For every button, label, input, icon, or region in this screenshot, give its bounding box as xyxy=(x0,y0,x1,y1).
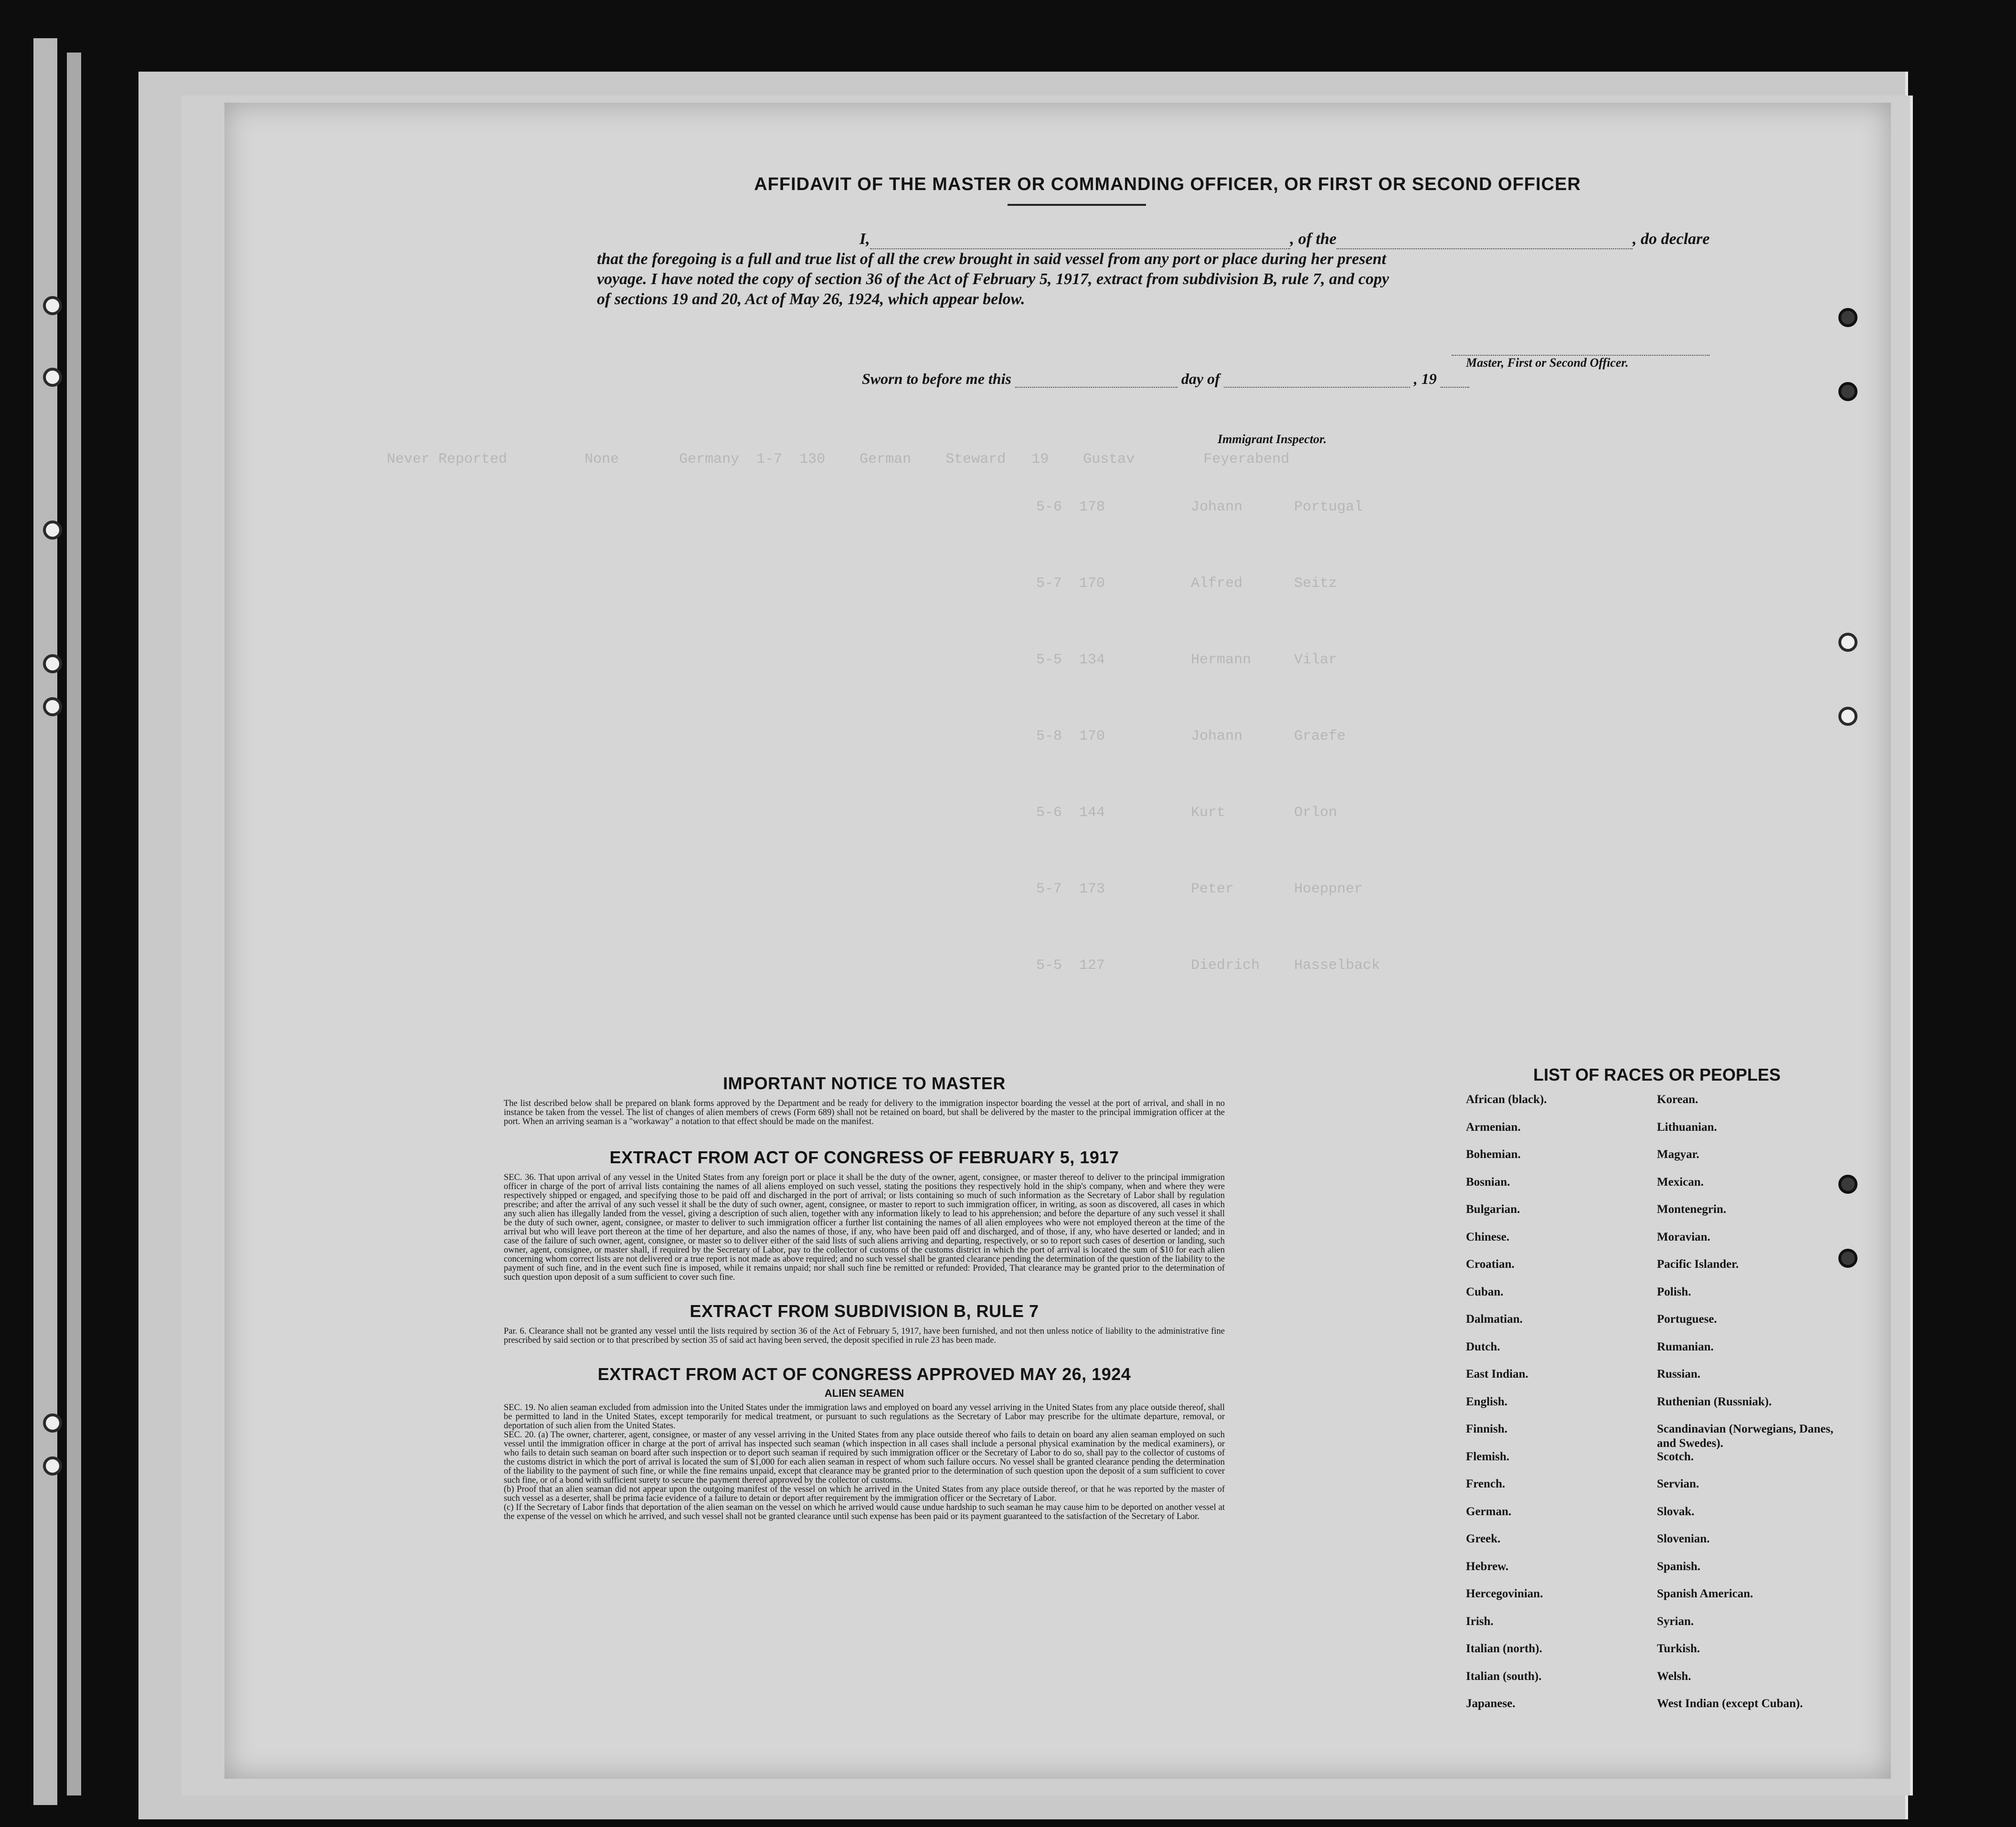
bleed-through-text: 5-6 178 Johann Portugal xyxy=(1036,499,1363,515)
extract-1917-text: SEC. 36. That upon arrival of any vessel in the United States from any foreign port or place it shall be the duty of the owner, agent, consignee, or master thereof to deliver to the principal immigration officer in charge of the port of arrival lists containing the names of all aliens employed on such vessel, stating the positions they respectively hold in the ship's company, when and where they were respectively shipped or engaged, and specifying those to be paid off and discharged in the port of arrival; or lists containing so much of such information as the Secretary of Labor shall by regulation prescribe; and after the arrival of any such vessel it shall be the duty of such owner, agent, consignee, or master to report to such immigration officer, in writing, as soon as discovered, all cases in which any such alien has illegally landed from the vessel, giving a description of such alien, together with any information likely to lead to his apprehension; and before the departure of any such vessel it shall be the duty of such owner, agent, consignee, or master to deliver to such immigration officer a further list containing the names of all alien employees who were not employed thereon at the time of the arrival but who will leave port thereon at the time of her departure, and also the names of those, if any, who have been paid off and discharged, and of those, if any, who have deserted or landed; and in case of the failure of such owner, agent, consignee, or master so to deliver either of the said lists of such aliens arriving and departing, respectively, or so to report such cases of desertion or landing, such owner, agent, consignee, or master shall, if required by the Secretary of Labor, pay to the collector of customs of the customs district in which the port of arrival is located the sum of $10 for each alien concerning whom correct lists are not delivered or a true report is not made as above required; and no such vessel shall be granted clearance pending the determination of the question of the liability to the payment of such fine, and in the event such fine is imposed, while it remains unpaid; nor shall such fine be remitted or refunded: Provided, That clearance may be granted prior to the determination of such question upon deposit of a sum sufficient to cover such fine. xyxy=(504,1173,1225,1282)
race-item: Chinese. xyxy=(1466,1230,1509,1243)
bleed-through-text: Never Reported None Germany 1-7 130 German Steward 19 Gustav Feyerabend xyxy=(387,451,1290,467)
race-item: Hercegovinian. xyxy=(1466,1587,1543,1600)
sworn-this: Sworn to before me this xyxy=(862,370,1011,387)
binder-hole xyxy=(1838,308,1857,327)
race-item: West Indian (except Cuban). xyxy=(1657,1697,1803,1710)
race-item: French. xyxy=(1466,1477,1506,1490)
binder-hole xyxy=(1838,707,1857,726)
affidavit-declare: , do declare xyxy=(1633,230,1710,248)
binder-hole xyxy=(1838,382,1857,401)
affidavit-line-2: that the foregoing is a full and true list of all the crew brought in said vessel from any port or place during her present xyxy=(597,250,1386,268)
race-item: Pacific Islander. xyxy=(1657,1258,1739,1271)
race-item: Dalmatian. xyxy=(1466,1313,1523,1326)
manifest-sheet xyxy=(224,103,1891,1779)
left-binding-strip-2 xyxy=(67,53,81,1795)
affidavit-line-4: of sections 19 and 20, Act of May 26, 1924, which appear below. xyxy=(597,290,1025,308)
race-item: Montenegrin. xyxy=(1657,1203,1727,1216)
name-blank xyxy=(870,235,1290,249)
race-item: Scandinavian (Norwegians, Danes, and Swedes). xyxy=(1657,1423,1834,1450)
race-item: Slovak. xyxy=(1657,1505,1695,1518)
race-item: Rumanian. xyxy=(1657,1340,1714,1353)
races-list xyxy=(1466,1065,1848,1724)
day-blank xyxy=(1015,373,1178,388)
race-item: German. xyxy=(1466,1505,1512,1518)
month-blank xyxy=(1224,373,1410,388)
binder-hole xyxy=(1838,1249,1857,1268)
notice-text: The list described below shall be prepared on blank forms approved by the Department and be ready for delivery to the immigration inspector boarding the vessel at the port of arrival, and shall in no instance be taken from the vessel. The list of changes of alien members of crews (Form 689) shall not be retained on board, but shall be delivered by the master to the principal immigration officer at the port. When an arriving seaman is a "workaway" a notation to that effect should be made on the manifest. xyxy=(504,1099,1225,1126)
binder-hole xyxy=(43,697,62,716)
race-item: Bohemian. xyxy=(1466,1148,1521,1161)
race-item: Finnish. xyxy=(1466,1423,1507,1435)
sec20c-text: (c) If the Secretary of Labor finds that deportation of the alien seaman on the vessel on which he arrived would cause undue hardship to such seaman he may cause him to be deported on another vessel at the expense of the vessel on which he arrived, and such vessel shall not be granted clearance until such expense has been paid or its payment guaranteed to the satisfaction of the Secretary of Labor. xyxy=(504,1503,1225,1521)
races-columns xyxy=(1466,1093,1848,1724)
race-item: Bulgarian. xyxy=(1466,1203,1520,1216)
vessel-blank xyxy=(1337,235,1633,249)
race-item: Spanish American. xyxy=(1657,1587,1753,1600)
year-blank xyxy=(1441,373,1469,388)
affidavit-line-3: voyage. I have noted the copy of section 36 of the Act of February 5, 1917, extract from subdivision B, rule 7, and copy xyxy=(597,270,1389,288)
title-underline xyxy=(1008,204,1146,206)
race-item: Dutch. xyxy=(1466,1340,1500,1353)
race-item: Bosnian. xyxy=(1466,1175,1510,1189)
rule7-text: Par. 6. Clearance shall not be granted any vessel until the lists required by section 36 of the Act of February 5, 1917, have been furnished, and not then unless notice of liability to the administrative fine prescribed by said section or to that prescribed by section 35 of said act having been served, the deposit specified in rule 23 has been made. xyxy=(504,1327,1225,1345)
affidavit-line-1 xyxy=(597,229,1762,249)
race-item: Welsh. xyxy=(1657,1669,1691,1683)
affidavit-of-the: , of the xyxy=(1290,230,1337,248)
race-item: Syrian. xyxy=(1657,1615,1694,1628)
race-item: Croatian. xyxy=(1466,1258,1515,1271)
races-right-column xyxy=(1657,1093,1848,1724)
bleed-through-text: 5-7 173 Peter Hoeppner xyxy=(1036,881,1363,897)
race-item: Armenian. xyxy=(1466,1120,1521,1134)
extract-1917-title: EXTRACT FROM ACT OF CONGRESS OF FEBRUARY 5, 1917 xyxy=(609,1147,1119,1167)
race-item: Japanese. xyxy=(1466,1697,1516,1710)
race-item: Russian. xyxy=(1657,1368,1701,1381)
race-item: Magyar. xyxy=(1657,1148,1699,1161)
bleed-through-text: 5-5 127 Diedrich Hasselback xyxy=(1036,957,1380,974)
notice-title: IMPORTANT NOTICE TO MASTER xyxy=(723,1073,1006,1093)
binder-hole xyxy=(43,1456,62,1476)
sworn-day-of: day of xyxy=(1181,370,1220,387)
races-left-column xyxy=(1466,1093,1657,1724)
race-item: Lithuanian. xyxy=(1657,1120,1717,1134)
affidavit-i: I, xyxy=(859,230,870,248)
sec20b-text: (b) Proof that an alien seaman did not appear upon the outgoing manifest of the vessel on which he arrived in the United States from any place outside thereof, or that he was reported by the master of such vessel as a deserter, shall be prima facie evidence of a failure to detain or deport after requirement by the immigration officer or the Secretary of Labor. xyxy=(504,1485,1225,1503)
binder-hole xyxy=(43,368,62,387)
race-item: Slovenian. xyxy=(1657,1532,1710,1545)
race-item: Cuban. xyxy=(1466,1285,1504,1298)
rule7-title: EXTRACT FROM SUBDIVISION B, RULE 7 xyxy=(690,1301,1039,1321)
binder-hole xyxy=(43,296,62,315)
race-item: Korean. xyxy=(1657,1093,1698,1106)
race-item: African (black). xyxy=(1466,1093,1547,1106)
race-item: Scotch. xyxy=(1657,1450,1694,1463)
race-item: Mexican. xyxy=(1657,1175,1704,1189)
bleed-through-text: 5-6 144 Kurt Orlon xyxy=(1036,805,1337,821)
extract-1924-title: EXTRACT FROM ACT OF CONGRESS APPROVED MAY 26, 1924 xyxy=(597,1364,1131,1384)
bleed-through-text: 5-7 170 Alfred Seitz xyxy=(1036,575,1337,592)
sworn-year: , 19 xyxy=(1413,370,1437,387)
race-item: Polish. xyxy=(1657,1285,1691,1298)
race-item: Portuguese. xyxy=(1657,1313,1717,1326)
race-item: East Indian. xyxy=(1466,1368,1528,1381)
race-item: Hebrew. xyxy=(1466,1560,1509,1573)
affidavit-body xyxy=(597,229,1762,309)
binder-hole xyxy=(43,520,62,540)
sworn-line xyxy=(862,370,1469,388)
legal-notices xyxy=(504,1065,1225,1521)
race-item: Italian (north). xyxy=(1466,1642,1542,1655)
race-item: Moravian. xyxy=(1657,1230,1710,1243)
sec20a-text: SEC. 20. (a) The owner, charterer, agent, consignee, or master of any vessel arriving in the United States from any place outside thereof who fails to detain on board any alien seaman employed on such vessel until the immigration officer in charge at the port of arrival has inspected such seaman (which inspection in all cases shall include a personal physical examination by the medical examiners), or who fails to detain such seaman on board after such inspection or to deport such seaman if required by such immigration officer or the Secretary of Labor to do so, shall pay to the collector of customs of the customs district in which the port of arrival is located the sum of $1,000 for each alien seaman in respect of whom such failure occurs. No vessel shall be granted clearance pending the determination of the liability to the payment of such fine, or while the fine remains unpaid, except that clearance may be granted prior to the determination of such question upon the deposit of a sum sufficient to cover such fine, or of a bond with sufficient surety to secure the payment thereof approved by the collector of customs. xyxy=(504,1430,1225,1485)
binder-hole xyxy=(1838,1175,1857,1194)
binder-hole xyxy=(1838,633,1857,652)
binder-hole xyxy=(43,1413,62,1433)
master-label: Master, First or Second Officer. xyxy=(1466,356,1629,370)
race-item: Ruthenian (Russniak). xyxy=(1657,1395,1772,1408)
affidavit-title: AFFIDAVIT OF THE MASTER OR COMMANDING OFFICER, OR FIRST OR SECOND OFFICER xyxy=(754,174,1581,194)
bleed-through-text: 5-5 134 Hermann Vilar xyxy=(1036,652,1337,668)
alien-seamen-subtitle: ALIEN SEAMEN xyxy=(824,1387,904,1399)
race-item: Irish. xyxy=(1466,1615,1494,1628)
race-item: English. xyxy=(1466,1395,1507,1408)
race-item: Turkish. xyxy=(1657,1642,1700,1655)
race-item: Italian (south). xyxy=(1466,1669,1542,1683)
race-item: Servian. xyxy=(1657,1477,1699,1490)
races-title: LIST OF RACES OR PEOPLES xyxy=(1533,1065,1781,1084)
sec19-text: SEC. 19. No alien seaman excluded from admission into the United States under the immigration laws and employed on board any vessel arriving in the United States from any place outside thereof, shall be permitted to land in the United States, except temporarily for medical treatment, or pursuant to such regulations as the Secretary of Labor may prescribe for the ultimate departure, removal, or deportation of such alien from the United States. xyxy=(504,1403,1225,1431)
race-item: Greek. xyxy=(1466,1532,1501,1545)
bleed-through-text: 5-8 170 Johann Graefe xyxy=(1036,728,1346,744)
race-item: Flemish. xyxy=(1466,1450,1509,1463)
inspector-label: Immigrant Inspector. xyxy=(1218,432,1327,446)
binder-hole xyxy=(43,654,62,673)
race-item: Spanish. xyxy=(1657,1560,1701,1573)
